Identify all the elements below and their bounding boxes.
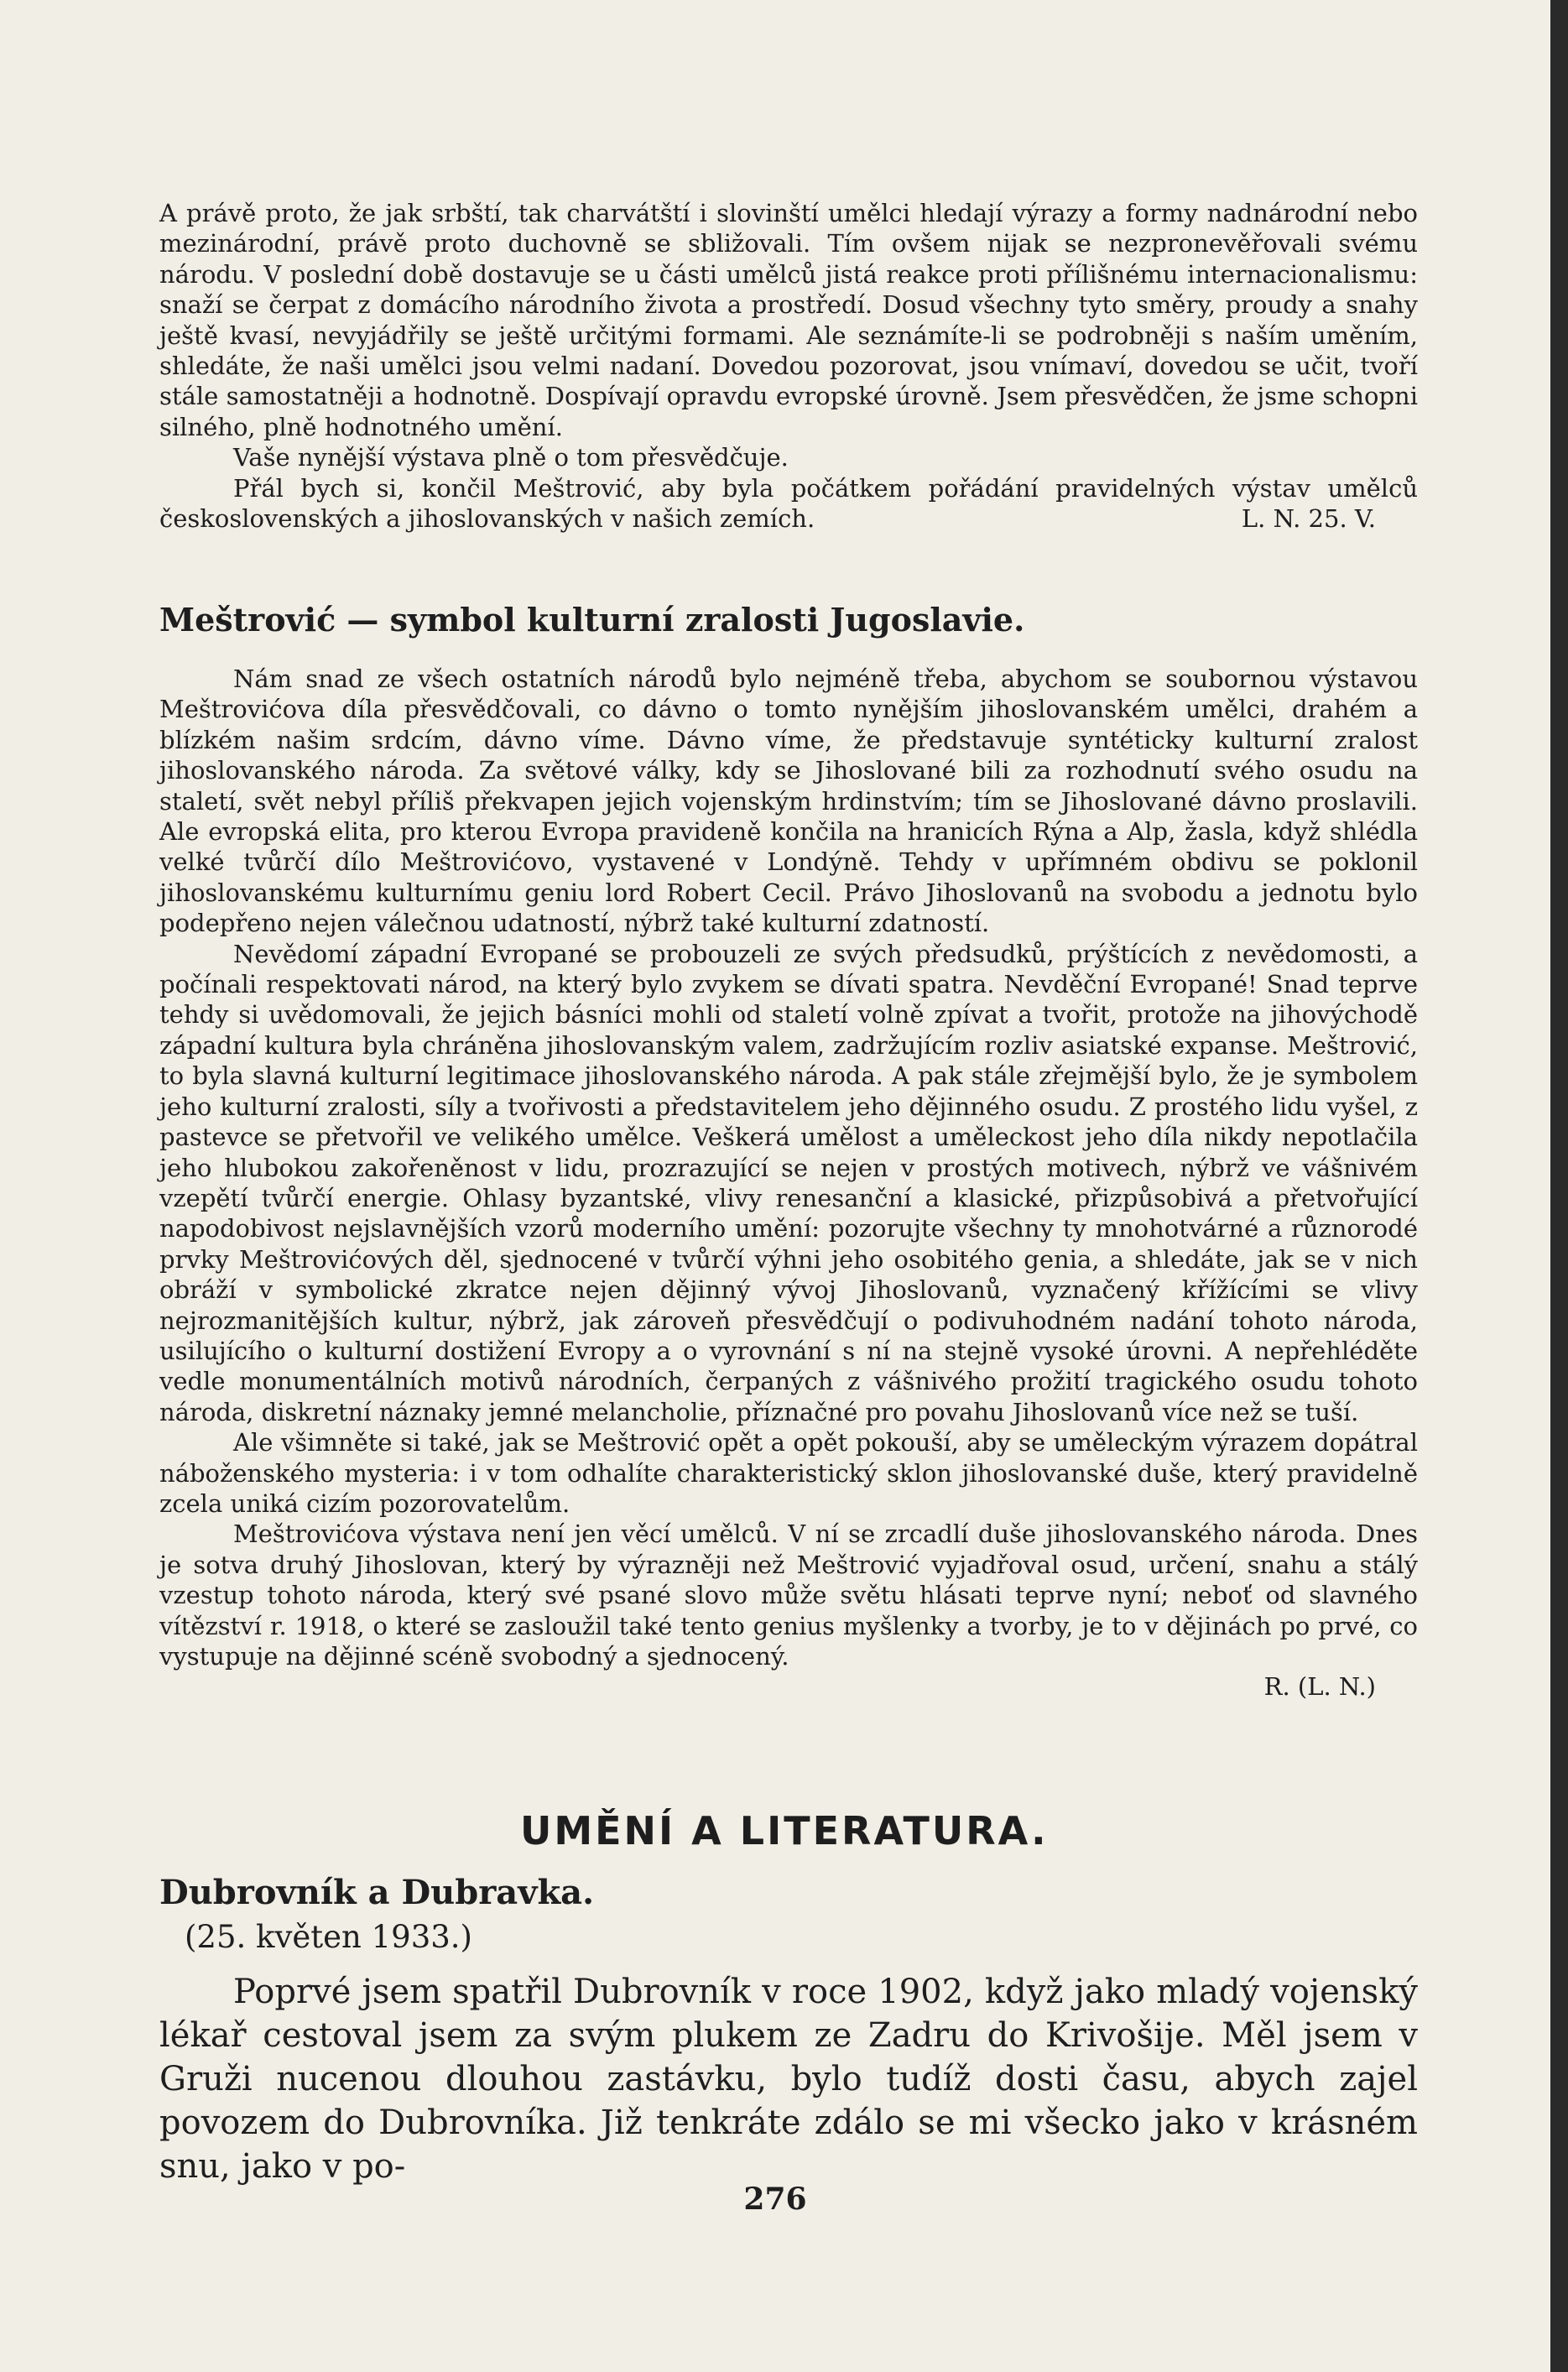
paragraph: Přál bych si, končil Meštrović, aby byla počátkem pořádání pravidelných výstav umělců československých a jihoslovanských v našich zemích. xyxy=(159,473,1418,534)
article xyxy=(159,601,1418,1702)
section-heading: UMĚNÍ A LITERATURA. xyxy=(520,1808,1049,1853)
paragraph: Poprvé jsem spatřil Dubrovník v roce 1902, když jako mladý vojenský lékař cestoval jsem za svým plukem ze Zadru do Krivošije. Měl jsem v Gruži nucenou dlouhou zastávku, bylo tudíž dosti času, abych zajel povozem do Dubrovníka. Již tenkráte zdálo se mi všecko jako v krásném snu, jako v po- xyxy=(159,1973,1418,2186)
subarticle-date: (25. květen 1933.) xyxy=(185,1919,472,1955)
paragraph: Nevědomí západní Evropané se probouzeli ze svých předsudků, prýštících z nevědomosti, a počínali respektovati národ, na který bylo zvykem se dívati spatra. Nevděční Evropané! Snad teprve tehdy si uvědomovali, že jejich básníci mohli od staletí volně zpívat a tvořit, protože na jihovýchodě západní kultura byla chráněna jihoslovanským valem, zadržujícím rozliv asiatské expanse. Meštrović, to byla slavná kulturní legitimace jihoslovanského národa. A pak stále zřejmější bylo, že je symbolem jeho kulturní zralosti, síly a tvořivosti a představitelem jeho dějinného osudu. Z prostého lidu vyšel, z pastevce se přetvořil ve velikého umělce. Veškerá umělost a uměleckost jeho díla nikdy nepotlačila jeho hlubokou zakořeněnost v lidu, prozrazující se nejen v prostých motivech, nýbrž ve vášnivém vzepětí tvůrčí energie. Ohlasy byzantské, vlivy renesanční a klasické, přizpůsobivá a přetvořující napodobivost nejslavnějších vzorů moderního umění: pozorujte všechny ty mnohotvárné a různorodé prvky Meštrovićových děl, sjednocené v tvůrčí výhni jeho osobitého genia, a shledáte, jak se v nich obráží v symbolické zkratce nejen dějinný vývoj Jihoslovanů, vyznačený křížícími se vlivy nejrozmanitějších kultur, nýbrž, jak zároveň přesvědčují o podivuhodném nadání tohoto národa, usilujícího o kulturní dostižení Evropy a o vyrovnání s ní na stejně vysoké úrovni. A nepřehléděte vedle monumentálních motivů národních, čerpaných z vášnivého prožití tragického osudu tohoto národa, diskretní náznaky jemné melancholie, příznačné pro povahu Jihoslovanů více než se tuší. xyxy=(159,939,1418,1426)
page-number: 276 xyxy=(743,2182,807,2217)
top-section xyxy=(159,198,1418,534)
paragraph: Ale všimněte si také, jak se Meštrović opět a opět pokouší, aby se uměleckým výrazem dopátral náboženského mysteria: i v tom odhalíte charakteristický sklon jihoslovanské duše, který pravidelně zcela uniká cizím pozorovatelům. xyxy=(159,1428,1418,1518)
article-title: Meštrović — symbol kulturní zralosti Jugoslavie. xyxy=(159,601,1025,639)
paragraph: Meštrovićova výstava není jen věcí umělců. V ní se zrcadlí duše jihoslovanského národa. Dnes je sotva druhý Jihoslovan, který by výrazněji než Meštrović vyjadřoval osud, určení, snahu a stálý vzestup tohoto národa, který své psané slovo může světu hlásati teprve nyní; neboť od slavného vítězství r. 1918, o které se zasloužil také tento genius myšlenky a tvorby, je to v dějinách po prvé, co vystupuje na dějinné scéně svobodný a sjednocený. xyxy=(159,1520,1418,1671)
subarticle-title: Dubrovník a Dubravka. xyxy=(159,1873,595,1912)
paragraph: Nám snad ze všech ostatních národů bylo nejméně třeba, abychom se soubornou výstavou Meštrovićova díla přesvědčovali, co dávno o tomto nynějším jihoslovanském umělci, drahém a blízkém našim srdcím, dávno víme. Dávno víme, že představuje syntéticky kulturní zralost jihoslovanského národa. Za světové války, kdy se Jihoslované bili za rozhodnutí svého osudu na staletí, svět nebyl příliš překvapen jejich vojenským hrdinstvím; tím se Jihoslované dávno proslavili. Ale evropská elita, pro kterou Evropa pravideně končila na hranicích Rýna a Alp, žasla, když shlédla velké tvůrčí dílo Meštrovićovo, vystavené v Londýně. Tehdy v upřímném obdivu se poklonil jihoslovanskému kulturnímu geniu lord Robert Cecil. Právo Jihoslovanů na svobodu a jednotu bylo podepřeno nejen válečnou udatností, nýbrž také kulturní zdatností. xyxy=(159,665,1418,938)
signature: L. N. 25. V. xyxy=(1241,504,1376,534)
page-edge xyxy=(1550,0,1568,2372)
paragraph: A právě proto, že jak srbští, tak charvátští i slovinští umělci hledají výrazy a formy nadnárodní nebo mezinárodní, právě proto duchovně se sbližovali. Tím ovšem nijak se nezpronevěřovali svému národu. V poslední době dostavuje se u části umělců jistá reakce proti přílišnému internacionalismu: snaží se čerpat z domácího národního života a prostředí. Dosud všechny tyto směry, proudy a snahy ještě kvasí, nevyjádřily se ještě určitými formami. Ale seznámíte-li se podrobněji s naším uměním, shledáte, že naši umělci jsou velmi nadaní. Dovedou pozorovat, jsou vnímaví, dovedou se učit, tvoří stále samostatněji a hodnotně. Dospívají opravdu evropské úrovně. Jsem přesvědčen, že jsme schopni silného, plně hodnotného umění. xyxy=(159,199,1418,441)
signature: R. (L. N.) xyxy=(1263,1672,1376,1702)
paragraph: Vaše nynější výstava plně o tom přesvědčuje. xyxy=(233,443,789,472)
subarticle-body xyxy=(159,1970,1418,2188)
